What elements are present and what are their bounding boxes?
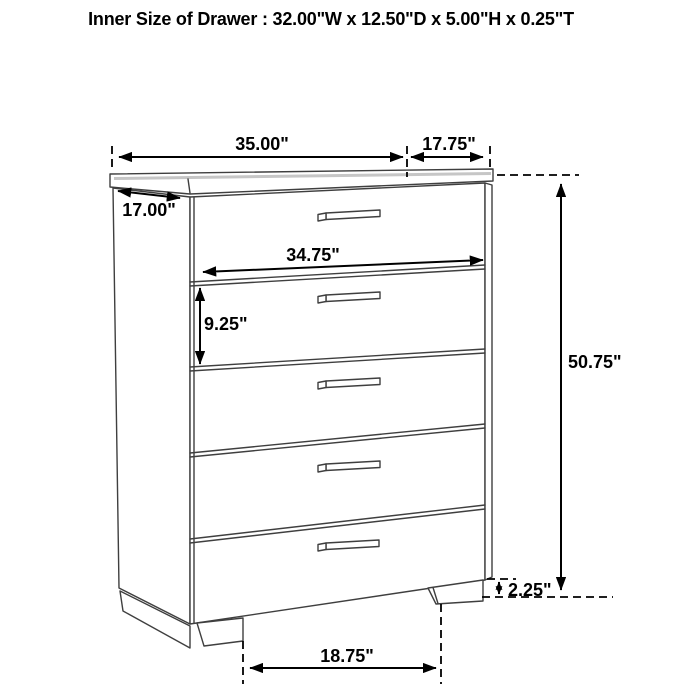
diagram-title: Inner Size of Drawer : 32.00"W x 12.50"D x 5.00"H x 0.25"T [88, 9, 574, 29]
dim-label-drawer-width: 34.75" [286, 245, 340, 265]
dim-label-drawer-height: 9.25" [204, 314, 248, 334]
dim-label-top-width: 35.00" [235, 134, 289, 154]
left-foot [197, 618, 243, 646]
dim-label-foot-height: 2.25" [508, 580, 552, 600]
dim-label-foot-span: 18.75" [320, 646, 374, 666]
dim-label-top-depth-left: 17.00" [122, 200, 176, 220]
dim-label-top-side-depth: 17.75" [422, 134, 476, 154]
right-edge-panel [485, 183, 492, 580]
dim-label-overall-height: 50.75" [568, 352, 622, 372]
chest-drawing [110, 169, 493, 648]
side-panel [113, 188, 190, 624]
